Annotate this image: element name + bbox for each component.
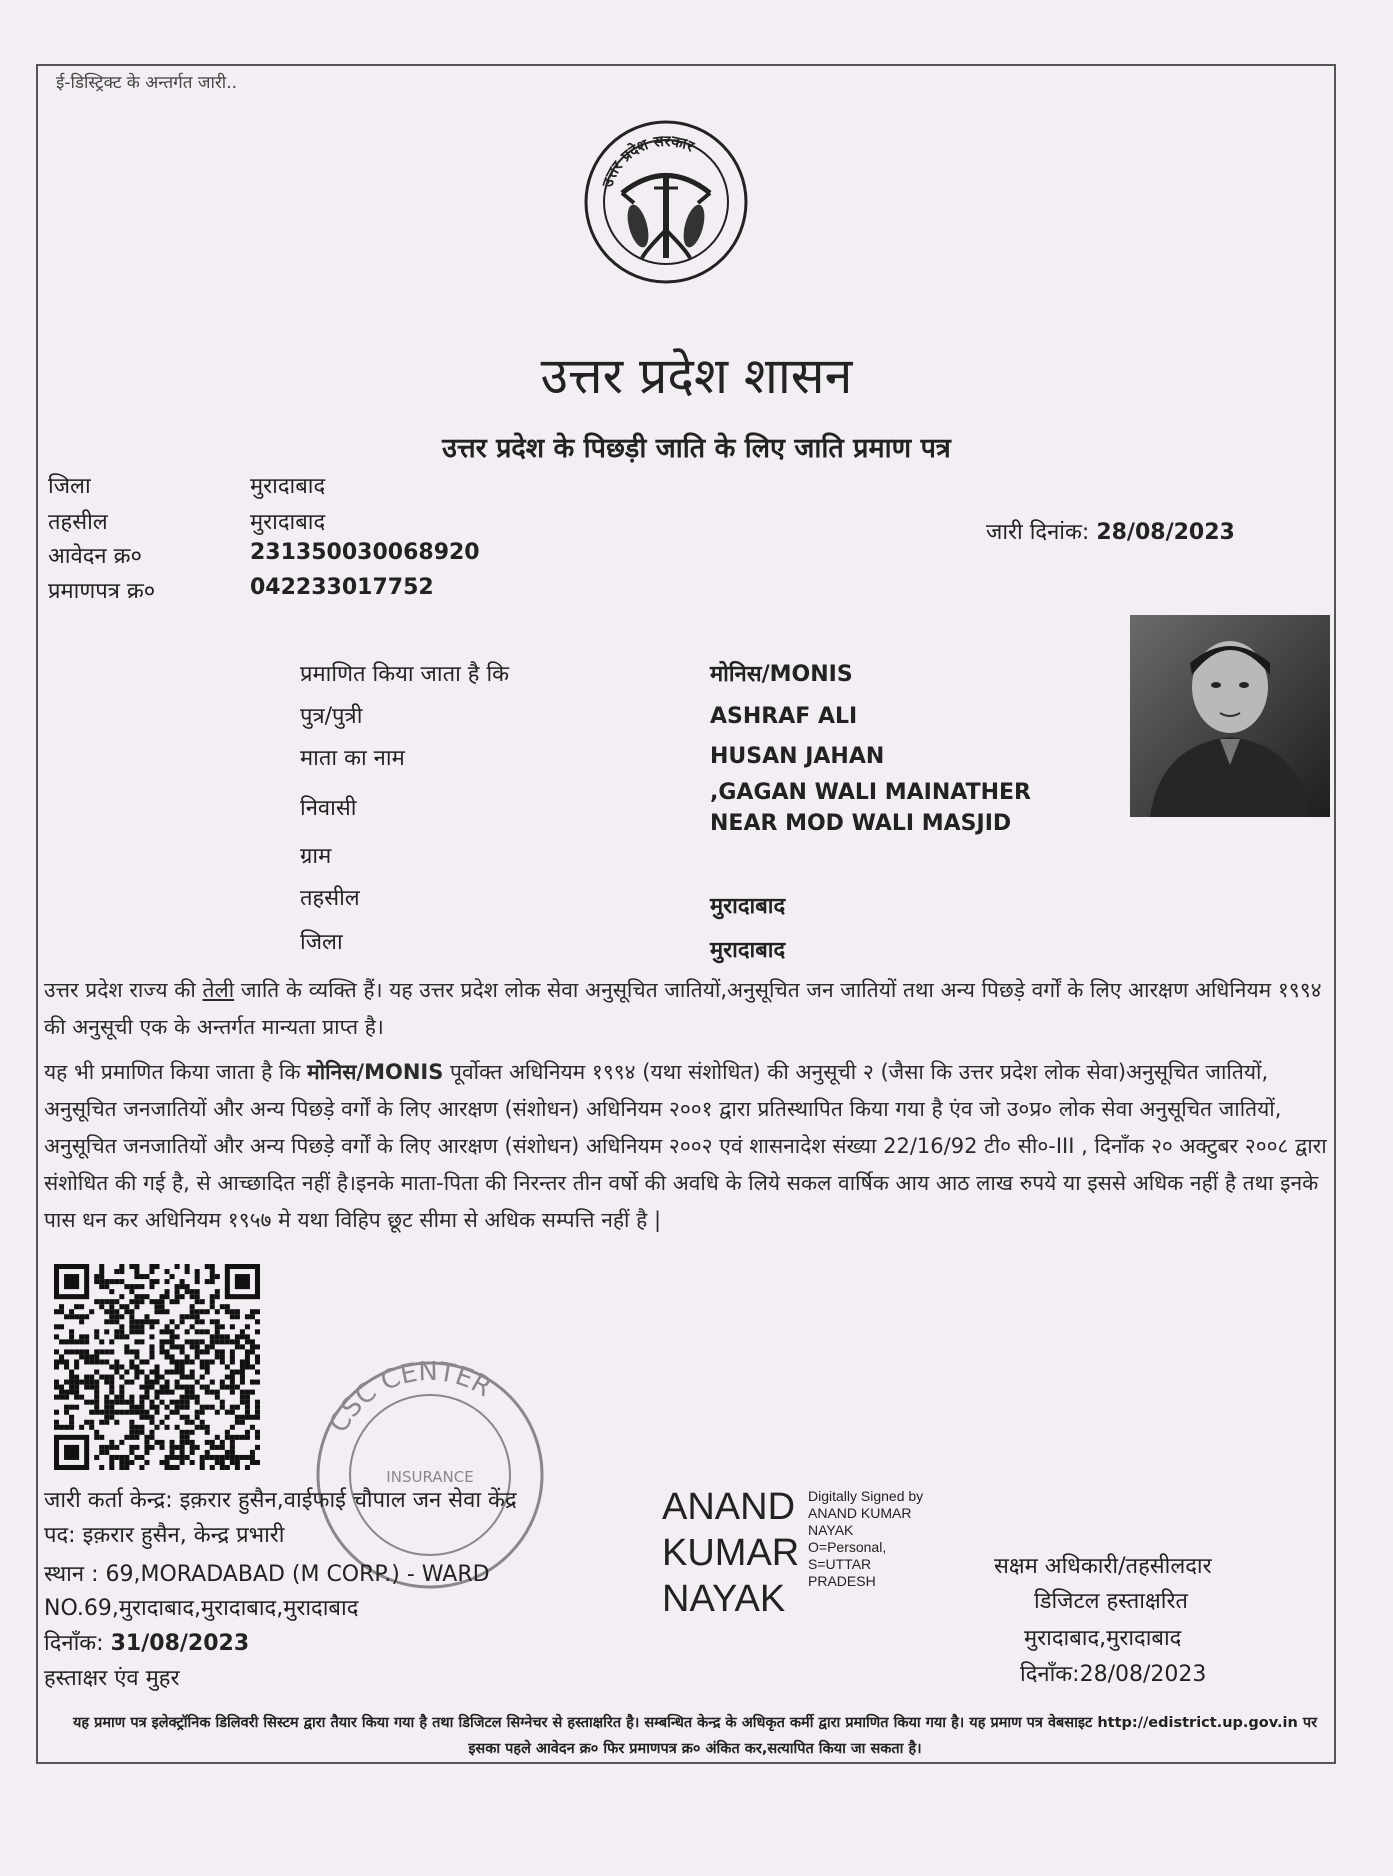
detail-tehsil-value: मुरादाबाद <box>710 894 786 919</box>
person-photo-icon <box>1130 615 1330 817</box>
application-label: आवेदन क्र० <box>48 544 142 569</box>
village-label: ग्राम <box>300 844 332 869</box>
sign-and-seal: हस्ताक्षर एंव मुहर <box>44 1666 180 1691</box>
issue-date-value: 28/08/2023 <box>1096 520 1235 545</box>
resident-label: निवासी <box>300 796 357 821</box>
caste-paragraph <box>44 972 1334 1046</box>
qr-code-icon <box>54 1262 260 1472</box>
issuer-centre: जारी कर्ता केन्द्र: इक़रार हुसैन,वाईफाई चौपाल जन सेवा केंद्र <box>44 1488 517 1513</box>
issuer-date <box>44 1627 249 1657</box>
certificate-value: 042233017752 <box>250 575 434 600</box>
tehsil-value: मुरादाबाद <box>250 510 326 535</box>
issuer-place-2: NO.69,मुरादाबाद,मुरादाबाद,मुरादाबाद <box>44 1596 359 1621</box>
cert-text-a: यह भी प्रमाणित किया जाता है कि <box>44 1060 308 1084</box>
resident-line-2: NEAR MOD WALI MASJID <box>710 811 1012 836</box>
page-title: उत्तर प्रदेश शासन <box>540 347 853 405</box>
mother-name: HUSAN JAHAN <box>710 744 885 769</box>
issue-date-label: जारी दिनांक: <box>986 520 1090 545</box>
footer-note: यह प्रमाण पत्र इलेक्ट्रॉनिक डिलिवरी सिस्टम द्वारा तैयार किया गया है तथा डिजिटल सिग्नेचर से हस्ताक्षरित है। सम्बन्धित केन्द्र के अधिकृत कर्मी द्वारा प्रमाणित किया गया है। यह प्रमाण पत्र वेबसाइट http://edistrict.up.gov.in पर इसका पहले आवेदन क्र० फिर प्रमाणपत्र क्र० अंकित कर,सत्यापित किया जा सकता है। <box>72 1715 1318 1757</box>
officer-date: दिनाँक:28/08/2023 <box>1020 1662 1207 1687</box>
issue-date <box>986 516 1235 546</box>
mother-label: माता का नाम <box>300 746 405 771</box>
application-value: 231350030068920 <box>250 540 480 565</box>
sig-detail: ANAND KUMAR <box>808 1505 912 1521</box>
sig-detail: O=Personal, <box>808 1539 887 1555</box>
sig-line-2: KUMAR <box>662 1532 800 1574</box>
sig-line-3: NAYAK <box>662 1578 786 1620</box>
son-label: पुत्र/पुत्री <box>300 704 363 729</box>
cert-name: मोनिस/MONIS <box>307 1060 444 1084</box>
officer-signed: डिजिटल हस्ताक्षरित <box>1034 1589 1188 1614</box>
certification-paragraph <box>44 1054 1334 1239</box>
certified-label: प्रमाणित किया जाता है कि <box>300 662 510 687</box>
cert-text-b: पूर्वोक्त अधिनियम १९९४ (यथा संशोधित) की अनुसूची २ (जैसा कि उत्तर प्रदेश लोक सेवा)अनुसूचित जातियों, अनुसूचित जनजातियों और अन्य पिछड़े वर्गों के लिए आरक्षण (संशोधन) अधिनियम २००१ द्वारा प्रतिस्थापित किया गया है एंव जो उ०प्र० लोक सेवा अनुसूचित जातियों, अनुसूचित जनजातियों और अन्य पिछड़े वर्गों के लिए आरक्षण (संशोधन) अधिनियम २००२ एवं शासनादेश संख्या 22/16/92 टी० सी०-III , दिनाँक २० अक्टुबर २००८ द्वारा संशोधित की गई है, से आच्छादित नहीं है।इनके माता-पिता की निरन्तर तीन वर्षो की अवधि के लिये सकल वार्षिक आय आठ लाख रुपये या इससे अधिक नहीं है तथा इनके पास धन कर अधिनियम १९५७ मे यथा विहिप छूट सीमा से अधिक सम्पत्ति नहीं है | <box>44 1060 1327 1232</box>
up-govt-emblem-icon <box>582 118 750 286</box>
district-value: मुरादाबाद <box>250 474 326 499</box>
sig-detail: NAYAK <box>808 1522 854 1538</box>
detail-district-label: जिला <box>300 930 343 955</box>
tehsil-label: तहसील <box>48 510 108 535</box>
certificate-label: प्रमाणपत्र क्र० <box>48 579 156 604</box>
issuer-post: पद: इक़रार हुसैन, केन्द्र प्रभारी <box>44 1523 285 1548</box>
certified-name: मोनिस/MONIS <box>710 662 853 687</box>
header-note: ई-डिस्ट्रिक्ट के अन्तर्गत जारी.. <box>56 73 238 93</box>
issuer-place-1: स्थान : 69,MORADABAD (M CORP.) - WARD <box>44 1562 490 1587</box>
detail-district-value: मुरादाबाद <box>710 938 786 963</box>
sig-detail: S=UTTAR <box>808 1556 872 1572</box>
digital-signature-name <box>662 1484 799 1622</box>
sig-detail: Digitally Signed by <box>808 1488 924 1504</box>
stamp-text-top: CSC CENTER <box>323 1356 497 1438</box>
page-subtitle: उत्तर प्रदेश के पिछड़ी जाति के लिए जाति प्रमाण पत्र <box>442 433 951 464</box>
issuer-date-label: दिनाँक: <box>44 1631 104 1656</box>
caste-text-b: जाति के व्यक्ति हैं। यह उत्तर प्रदेश लोक सेवा अनुसूचित जातियों,अनुसूचित जन जातियों तथा अन्य पिछड़े वर्गों के लिए आरक्षण अधिनियम १९९४ की अनुसूची एक के अन्तर्गत मान्यता प्राप्त है। <box>44 978 1322 1039</box>
sig-line-1: ANAND <box>662 1486 796 1528</box>
caste-text-a: उत्तर प्रदेश राज्य की <box>44 978 203 1002</box>
caste-name: तेली <box>202 978 235 1002</box>
detail-tehsil-label: तहसील <box>300 886 360 911</box>
digital-signature-details <box>808 1488 923 1590</box>
applicant-photo <box>1130 615 1330 817</box>
district-label: जिला <box>48 474 91 499</box>
svg-text:उत्तर प्रदेश सरकार: उत्तर प्रदेश सरकार <box>598 131 697 190</box>
resident-line-1: ,GAGAN WALI MAINATHER <box>710 780 1031 805</box>
sig-detail: PRADESH <box>808 1573 876 1589</box>
father-name: ASHRAF ALI <box>710 704 858 729</box>
officer-place: मुरादाबाद,मुरादाबाद <box>1024 1626 1182 1651</box>
officer-title: सक्षम अधिकारी/तहसीलदार <box>994 1554 1212 1579</box>
stamp-text-mid: INSURANCE <box>386 1468 474 1486</box>
issuer-date-value: 31/08/2023 <box>110 1631 250 1656</box>
